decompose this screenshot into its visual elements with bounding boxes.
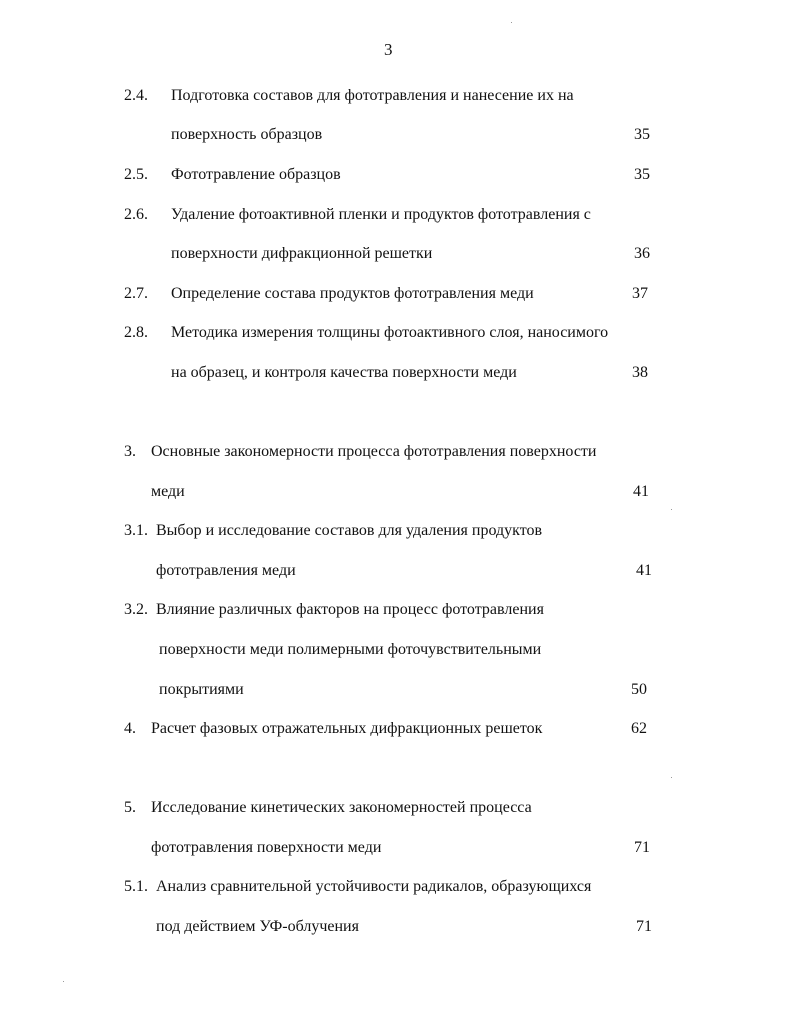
toc-number: 5.1. [124,878,148,895]
toc-number: 2.7. [124,285,148,302]
toc-title-continued: покрытиями [159,681,244,698]
toc-title-continued: поверхность образцов [171,126,323,143]
toc-number: 3.1. [124,522,148,539]
toc-page: 62 [631,720,647,737]
toc-page: 37 [632,285,648,302]
toc-page: 35 [634,126,650,143]
toc-page: 41 [636,562,652,579]
toc-title: Влияние различных факторов на процесс фототравления [156,601,544,618]
toc-number: 2.8. [124,324,148,341]
page-number: 3 [384,40,393,59]
toc-page: 71 [636,918,652,935]
toc-number: 2.6. [124,206,148,223]
toc-title: Расчет фазовых отражательных дифракционных решеток [151,720,543,737]
scan-speck [671,509,672,510]
scan-speck [511,22,512,23]
toc-title: Выбор и исследование составов для удаления продуктов [156,522,543,539]
toc-title-continued: меди [151,483,185,500]
toc-number: 5. [124,799,136,816]
toc-number: 3. [124,443,136,460]
toc-title-continued: фототравления поверхности меди [151,839,382,856]
toc-title-continued: поверхности меди полимерными фоточувствительными [159,641,542,658]
toc-title: Исследование кинетических закономерностей процесса [151,799,532,816]
toc-number: 4. [124,720,136,737]
toc-title: Основные закономерности процесса фототравления поверхности [151,443,597,460]
scan-speck [671,777,672,778]
toc-page: 38 [632,364,648,381]
toc-title-continued: фототравления меди [156,562,296,579]
toc-page: 36 [634,245,650,262]
toc-page: 41 [633,483,649,500]
toc-title: Фототравление образцов [171,166,341,183]
toc-title: Подготовка составов для фототравления и нанесение их на [171,87,574,104]
toc-title: Определение состава продуктов фототравления меди [171,285,534,302]
toc-page: 35 [634,166,650,183]
toc-number: 3.2. [124,601,148,618]
toc-title: Методика измерения толщины фотоактивного слоя, наносимого [171,324,609,341]
toc-title-continued: под действием УФ-облучения [156,918,359,935]
toc-number: 2.5. [124,166,148,183]
toc-title-continued: поверхности дифракционной решетки [171,245,433,262]
toc-page: 50 [631,681,647,698]
toc-title: Анализ сравнительной устойчивости радикалов, образующихся [156,878,592,895]
toc-page: 71 [634,839,650,856]
toc-title-continued: на образец, и контроля качества поверхности меди [171,364,517,381]
toc-title: Удаление фотоактивной пленки и продуктов фототравления с [171,206,591,223]
scan-speck [63,981,64,982]
toc-number: 2.4. [124,87,148,104]
